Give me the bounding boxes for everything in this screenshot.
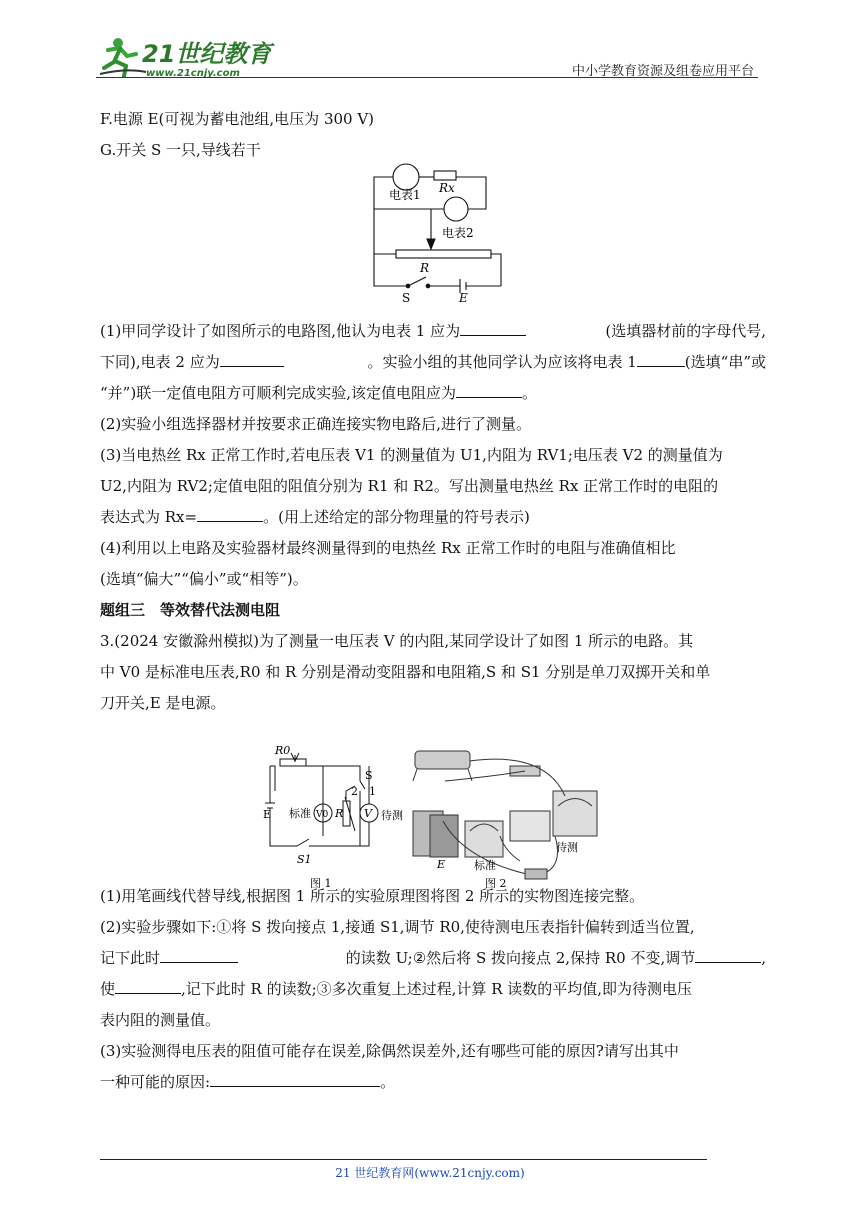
q2-line: (2)实验小组选择器材并按要求正确连接实物电路后,进行了测量。 — [100, 415, 532, 433]
source-label: E — [459, 291, 468, 305]
test-label: 待测 — [381, 809, 403, 822]
q3-line-b: U2,内阻为 RV2;定值电阻的阻值分别为 R1 和 R2。写出测量电热丝 Rx 正常工作时的电阻的 — [100, 477, 719, 495]
step2-text-b-mid: 的读数 U;②然后将 S 拨向接点 2,保持 R0 不变,调节 — [345, 949, 696, 967]
step2-text-b: 记下此时 — [100, 949, 161, 967]
step2-text-c-post: ,记下此时 R 的读数;③多次重复上述过程,计算 R 读数的平均值,即为待测电压 — [181, 980, 693, 998]
answer-blank-rx-expression[interactable] — [197, 503, 263, 522]
e-left-label: E — [263, 808, 272, 821]
answer-blank-adjust[interactable] — [695, 944, 761, 963]
answer-blank-meter1[interactable] — [460, 317, 526, 336]
fig2-caption: 图 2 — [485, 877, 507, 890]
problem3-line-a: 3.(2024 安徽滁州模拟)为了测量一电压表 V 的内阻,某同学设计了如图 1 所示的电路。其 — [100, 632, 694, 650]
problem3-line-c: 刀开关,E 是电源。 — [100, 694, 226, 712]
q3-line-c — [100, 502, 766, 533]
q1-line-a — [100, 316, 766, 347]
meter1-label: 电表1 — [389, 188, 421, 202]
header-divider — [96, 77, 758, 78]
photo-standard-label: 标准 — [474, 859, 496, 872]
v-label: V — [364, 807, 372, 820]
answer-blank-error-reason[interactable] — [210, 1068, 380, 1087]
step3-text-b: 一种可能的原因: — [100, 1073, 211, 1091]
rheostat-label: R — [420, 261, 430, 275]
q3-text-c: 表达式为 Rx= — [100, 508, 198, 526]
document-body — [100, 104, 766, 1098]
r0-label: R0 — [275, 744, 291, 757]
item-f: F.电源 E(可视为蓄电池组,电压为 300 V) — [100, 110, 375, 128]
logo-text: 21世纪教育 — [142, 40, 272, 68]
q1-line-c — [100, 378, 766, 409]
step2-line-a: (2)实验步骤如下:①将 S 拨向接点 1,接通 S1,调节 R0,使待测电压表指针偏转到适当位置, — [100, 918, 695, 936]
answer-blank-meter2[interactable] — [220, 348, 284, 367]
standard-label: 标准 — [289, 807, 311, 820]
q1-text-b-mid: 。实验小组的其他同学认为应该将电表 1 — [367, 353, 637, 371]
q1-text-b: 下同),电表 2 应为 — [100, 353, 220, 371]
answer-blank-meter-reading[interactable] — [160, 944, 238, 963]
q1-text-a-post: (选填器材前的字母代号, — [605, 322, 766, 340]
answer-blank-series-parallel[interactable] — [637, 348, 685, 367]
step2-text-c: 使 — [100, 980, 116, 998]
figure-spacer-2 — [100, 719, 766, 881]
answer-blank-resistor[interactable] — [456, 379, 522, 398]
q4-line-b: (选填“偏大”“偏小”或“相等”)。 — [100, 570, 308, 588]
photo-e-label: E — [437, 858, 446, 871]
step2-line-b — [100, 943, 766, 974]
footer-divider — [100, 1159, 707, 1160]
step3-line-b — [100, 1067, 766, 1098]
rx-label: Rx — [439, 181, 455, 195]
q1-text-b-post: (选填“串”或 — [684, 353, 766, 371]
step3-text-b-post: 。 — [380, 1073, 396, 1091]
node-1-label: 1 — [369, 785, 376, 798]
footer-link[interactable]: 21 世纪教育网(www.21cnjy.com) — [335, 1166, 525, 1180]
step2-line-d: 表内阻的测量值。 — [100, 1011, 221, 1029]
site-logo[interactable] — [96, 34, 272, 80]
switch-label: S — [402, 291, 411, 305]
step3-line-a: (3)实验测得电压表的阻值可能存在误差,除偶然误差外,还有哪些可能的原因?请写出其中 — [100, 1042, 679, 1060]
v0-label: V0 — [316, 810, 329, 820]
s1-label: S1 — [297, 853, 312, 866]
meter2-label: 电表2 — [442, 226, 474, 240]
page-header — [96, 34, 758, 80]
step2-line-c — [100, 974, 766, 1005]
s-label: S — [365, 769, 373, 782]
r-box-label: R — [335, 807, 344, 820]
platform-name: 中小学教育资源及组卷应用平台 — [571, 64, 754, 79]
section-heading: 题组三 等效替代法测电阻 — [100, 601, 281, 619]
node-2-label: 2 — [351, 785, 358, 798]
q3-line-a: (3)当电热丝 Rx 正常工作时,若电压表 V1 的测量值为 U1,内阻为 RV1;电压表 V2 的测量值为 — [100, 446, 723, 464]
answer-blank-condition[interactable] — [115, 975, 181, 994]
item-g: G.开关 S 一只,导线若干 — [100, 141, 261, 159]
q1-line-b — [100, 347, 766, 378]
step2-text-b-post: , — [761, 949, 766, 967]
problem3-line-b: 中 V0 是标准电压表,R0 和 R 分别是滑动变阻器和电阻箱,S 和 S1 分别是单刀双掷开关和单 — [100, 663, 711, 681]
fig1-caption: 图 1 — [310, 877, 332, 890]
runner-logo-icon — [96, 34, 272, 80]
q1-text-c: “并”)联一定值电阻方可顺利完成实验,该定值电阻应为 — [100, 384, 456, 402]
q1-text-c-post: 。 — [521, 384, 537, 402]
logo-url: www.21cnjy.com — [146, 68, 240, 79]
q3-text-c-post: 。(用上述给定的部分物理量的符号表示) — [263, 508, 530, 526]
figure-spacer — [100, 166, 766, 316]
step1-line: (1)用笔画线代替导线,根据图 1 所示的实验原理图将图 2 所示的实物图连接完整。 — [100, 887, 645, 905]
photo-test-label: 待测 — [556, 841, 578, 854]
q4-line-a: (4)利用以上电路及实验器材最终测量得到的电热丝 Rx 正常工作时的电阻与准确值相比 — [100, 539, 676, 557]
q1-text-a: (1)甲同学设计了如图所示的电路图,他认为电表 1 应为 — [100, 322, 461, 340]
